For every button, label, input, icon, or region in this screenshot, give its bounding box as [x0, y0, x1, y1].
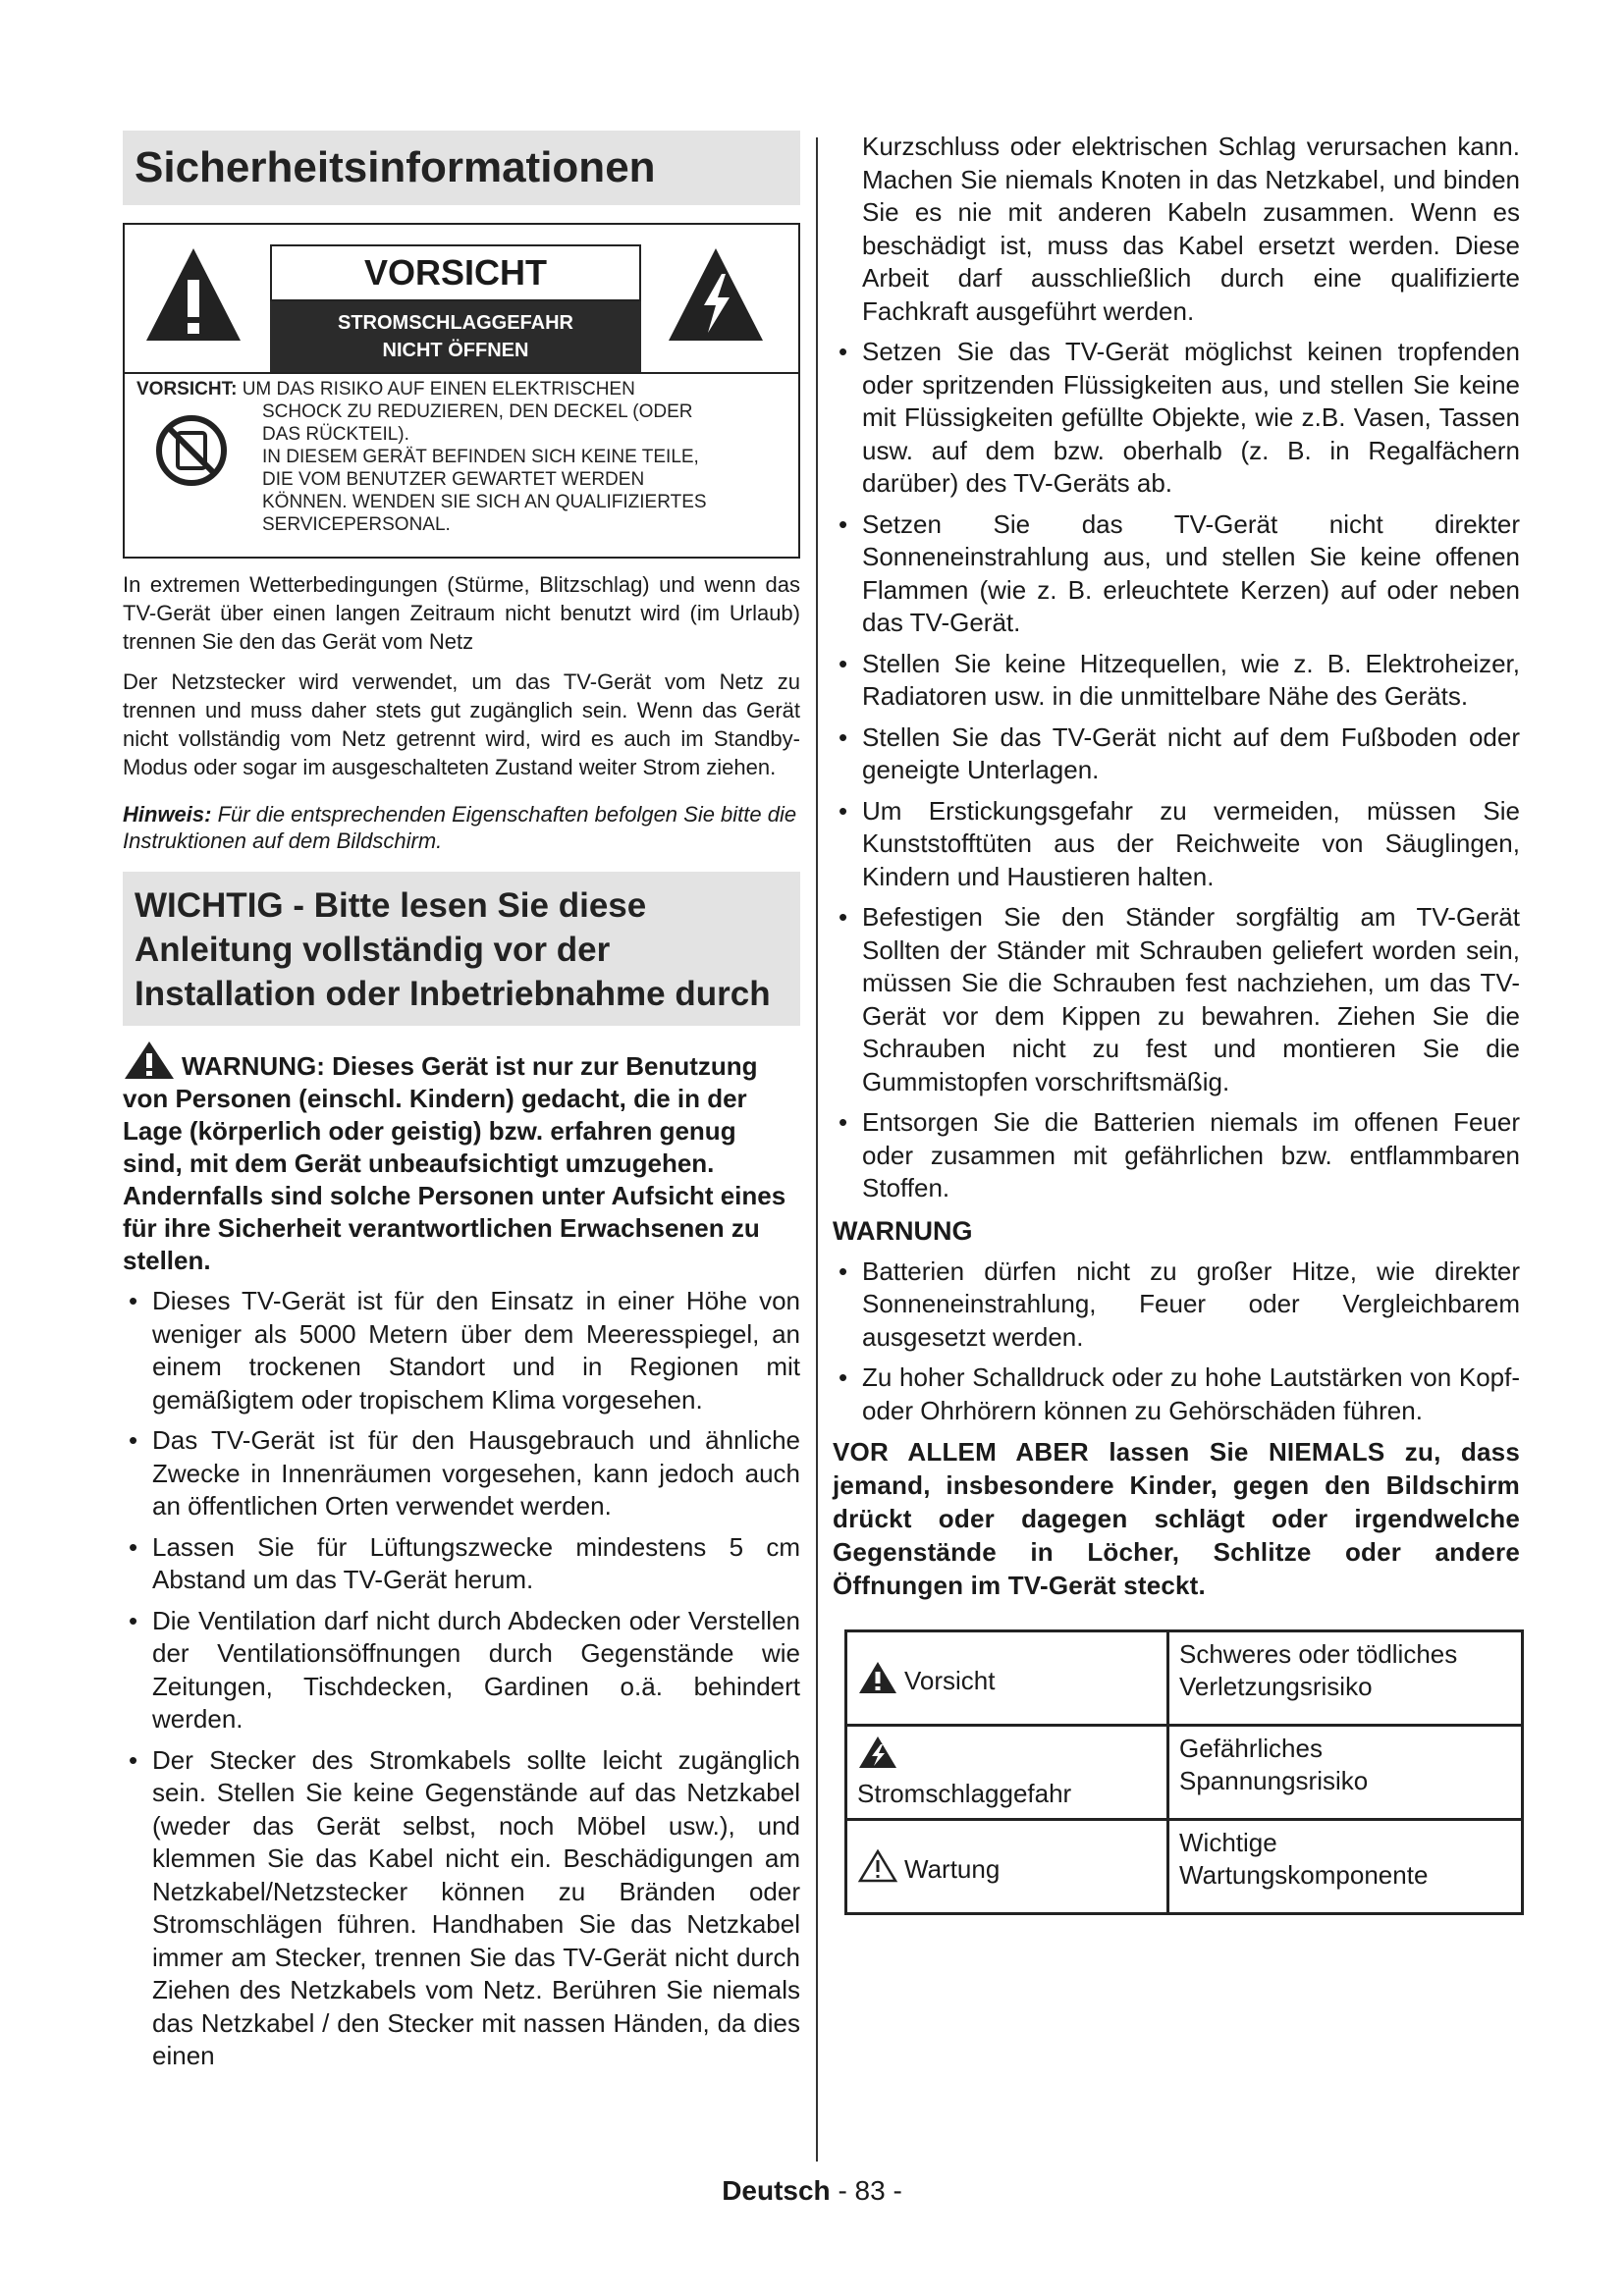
- warning-bullet-list: [833, 1255, 1520, 1428]
- caution-text: [136, 378, 775, 536]
- list-item: • Befestigen Sie den Ständer sorgfältig am TV-Gerät Sollten der Ständer mit Schrauben geliefert worden sein, müssen Sie die Schrauben fest nachziehen, um das TV-Gerät vor dem Kippen zu bewahren. Ziehen Sie die Schrauben nicht zu fest und montieren Sie die Gummistopfen vorschriftsmäßig.: [833, 901, 1520, 1098]
- list-item: • Um Erstickungsgefahr zu vermeiden, müssen Sie Kunststofftüten aus der Reichweite von Säuglingen, Kindern und Haustieren halten.: [833, 795, 1520, 894]
- legend-meaning-cell: Schweres oder tödliches Verletzungsrisiko: [1168, 1631, 1523, 1726]
- caution-label-header: [125, 225, 798, 374]
- caution-line-1: UM DAS RISIKO AUF EINEN ELEKTRISCHEN: [242, 379, 635, 400]
- caution-line-3: DAS RÜCKTEIL).: [262, 424, 409, 445]
- right-bullet-list: [833, 336, 1520, 1205]
- symbol-legend-table: [844, 1629, 1524, 1915]
- warning-paragraph: [123, 1040, 800, 1277]
- vorsicht-subtitle: [270, 301, 641, 372]
- vorsicht-subtitle-line2: NICHT ÖFFNEN: [382, 340, 529, 361]
- warning-text: WARNUNG: Dieses Gerät ist nur zur Benutzung von Personen (einschl. Kindern) gedacht, die in der Lage (körperlich oder geistig) bzw. erfahren genug sind, mit dem Gerät unbeaufsichtigt umzugehen. Andernfalls sind solche Personen unter Aufsicht eines für ihre Sicherheit verantwortlichen Erwachsenen zu stellen.: [123, 1051, 786, 1275]
- left-bullet-list: [123, 1285, 800, 2073]
- legend-symbol-label: Vorsicht: [904, 1665, 996, 1695]
- caution-line-4: IN DIESEM GERÄT BEFINDEN SICH KEINE TEILE,: [262, 447, 699, 467]
- caution-line-2: SCHOCK ZU REDUZIEREN, DEN DECKEL (ODER: [262, 401, 693, 422]
- outline-exclamation-triangle-icon: [857, 1848, 898, 1884]
- list-item: • Die Ventilation darf nicht durch Abdecken oder Verstellen der Ventilationsöffnungen durch Gegenstände wie Zeitungen, Tischdecken, Gardinen o.ä. behindert werden.: [123, 1605, 800, 1736]
- left-column: [123, 131, 800, 2081]
- page-footer: [0, 2175, 1624, 2207]
- list-item: • Der Stecker des Stromkabels sollte leicht zugänglich sein. Stellen Sie keine Gegenstände auf das Netzkabel (weder das Gerät selbst, noch Möbel usw.), und klemmen Sie das Kabel nicht ein. Beschädigungen am Netzkabel/Netzstecker können zu Bränden oder Stromschlägen führen. Handhaben Sie das Netzkabel immer am Stecker, trennen Sie das TV-Gerät nicht durch Ziehen des Netzkabels vom Netz. Berühren Sie niemals das Netzkabel / den Stecker mit nassen Händen, da dies einen: [123, 1744, 800, 2073]
- hint-paragraph: [123, 801, 800, 854]
- list-item: • Setzen Sie das TV-Gerät möglichst keinen tropfenden oder spritzenden Flüssigkeiten aus, und stellen Sie keine mit Flüssigkeiten gefüllte Objekte, wie z.B. Vasen, Tassen usw. auf dem bzw. oberhalb (z. B. in Regalfächern darüber) des TV-Geräts ab.: [833, 336, 1520, 501]
- caution-label: VORSICHT:: [136, 379, 238, 400]
- caution-line-7: SERVICEPERSONAL.: [262, 514, 451, 535]
- caution-line-6: KÖNNEN. WENDEN SIE SICH AN QUALIFIZIERTES: [262, 492, 707, 512]
- lightning-triangle-icon: [665, 244, 767, 347]
- important-heading: WICHTIG - Bitte lesen Sie diese Anleitung vollständig vor der Installation oder Inbetriebnahme durch: [123, 872, 800, 1026]
- vorsicht-box: [270, 244, 641, 374]
- hint-text: Für die entsprechenden Eigenschaften befolgen Sie bitte die Instruktionen auf dem Bildschirm.: [123, 802, 797, 853]
- vorsicht-subtitle-line1: STROMSCHLAGGEFAHR: [338, 312, 573, 334]
- legend-meaning-cell: Wichtige Wartungskomponente: [1168, 1820, 1523, 1914]
- warning-triangle-icon: [123, 1040, 176, 1081]
- legend-symbol-label: Stromschlaggefahr: [857, 1779, 1072, 1808]
- page-title: Sicherheitsinformationen: [123, 131, 800, 205]
- caution-label-box: [123, 223, 800, 559]
- final-warning-paragraph: VOR ALLEM ABER lassen Sie NIEMALS zu, dass jemand, insbesondere Kinder, gegen den Bildschirm drückt oder dagegen schlägt oder irgendwelche Gegenstände in Löcher, Schlitze oder andere Öffnungen im TV-Gerät steckt.: [833, 1437, 1520, 1600]
- continuation-paragraph: Kurzschluss oder elektrischen Schlag verursachen kann. Machen Sie niemals Knoten in das Netzkabel, und binden Sie es nie mit anderen Kabeln zusammen. Wenn es beschädigt ist, muss das Kabel ersetzt werden. Diese Arbeit darf ausschließlich durch eine qualifizierte Fachkraft ausgeführt werden.: [862, 132, 1520, 326]
- legend-symbol-cell: [846, 1631, 1168, 1726]
- list-item: • Das TV-Gerät ist für den Hausgebrauch und ähnliche Zwecke in Innenräumen vorgesehen, kann jedoch auch an öffentlichen Orten verwendet werden.: [123, 1424, 800, 1523]
- legend-icon-wrap: [857, 1735, 1157, 1778]
- legend-symbol-cell: [846, 1726, 1168, 1820]
- legend-meaning-cell: Gefährliches Spannungsrisiko: [1168, 1726, 1523, 1820]
- list-item: • Setzen Sie das TV-Gerät nicht direkter Sonneneinstrahlung aus, und stellen Sie keine offenen Flammen (wie z. B. erleuchtete Kerzen) auf oder neben das TV-Gerät.: [833, 508, 1520, 640]
- exclamation-triangle-icon: [142, 244, 244, 347]
- footer-page-number: - 83 -: [838, 2175, 902, 2206]
- list-item: • Lassen Sie für Lüftungszwecke mindestens 5 cm Abstand um das TV-Gerät herum.: [123, 1531, 800, 1597]
- list-item: • Entsorgen Sie die Batterien niemals im offenen Feuer oder zusammen mit gefährlichen bzw. entflammbaren Stoffen.: [833, 1106, 1520, 1205]
- caution-line-5: DIE VOM BENUTZER GEWARTET WERDEN: [262, 469, 645, 490]
- list-item: • Zu hoher Schalldruck oder zu hohe Lautstärken von Kopf- oder Ohrhörern können zu Gehörschäden führen.: [833, 1362, 1520, 1427]
- hint-label: Hinweis:: [123, 802, 212, 827]
- column-divider: [816, 137, 818, 2162]
- list-item: • Stellen Sie keine Hitzequellen, wie z. B. Elektroheizer, Radiatoren usw. in die unmittelbare Nähe des Geräts.: [833, 648, 1520, 714]
- exclamation-triangle-icon: [857, 1660, 898, 1695]
- weather-paragraph: In extremen Wetterbedingungen (Stürme, Blitzschlag) und wenn das TV-Gerät über einen langen Zeitraum nicht benutzt wird (im Urlaub) trennen Sie den das Gerät vom Netz: [123, 572, 800, 654]
- table-row: [846, 1726, 1523, 1820]
- footer-language: Deutsch: [722, 2175, 831, 2206]
- list-item: • Dieses TV-Gerät ist für den Einsatz in einer Höhe von weniger als 5000 Metern über dem Meeresspiegel, an einem trockenen Standort und in Regionen mit gemäßigtem oder tropischem Klima vorgesehen.: [123, 1285, 800, 1416]
- vorsicht-title: VORSICHT: [270, 244, 641, 301]
- plug-paragraph: Der Netzstecker wird verwendet, um das TV-Gerät vom Netz zu trennen und muss daher stets gut zugänglich sein. Wenn das Gerät nicht vollständig vom Netz getrennt wird, wird es auch im Standby-Modus oder sogar im ausgeschalteten Zustand weiter Strom ziehen.: [123, 669, 800, 779]
- table-row: [846, 1631, 1523, 1726]
- list-item: • Batterien dürfen nicht zu großer Hitze, wie direkter Sonneneinstrahlung, Feuer oder Vergleichbarem ausgesetzt werden.: [833, 1255, 1520, 1355]
- legend-symbol-cell: [846, 1820, 1168, 1914]
- lightning-triangle-icon: [857, 1735, 898, 1770]
- table-row: [846, 1820, 1523, 1914]
- right-column: [833, 131, 1520, 1915]
- warning-heading: WARNUNG: [833, 1215, 973, 1246]
- legend-symbol-label: Wartung: [904, 1853, 1001, 1884]
- list-item: • Stellen Sie das TV-Gerät nicht auf dem Fußboden oder geneigte Unterlagen.: [833, 721, 1520, 787]
